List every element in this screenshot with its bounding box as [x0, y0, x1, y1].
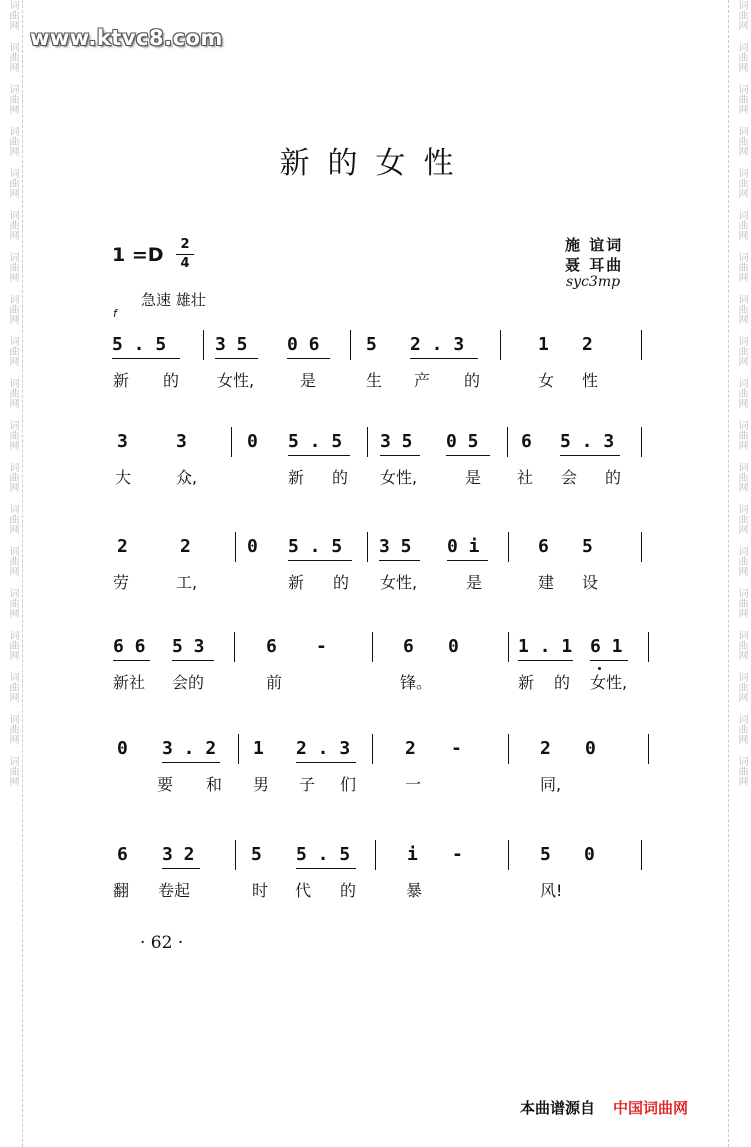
- note-group: 5 . 3: [560, 431, 615, 452]
- side-watermark-text: 词曲网: [736, 714, 747, 744]
- note-group: 5 . 5: [112, 334, 167, 355]
- note-group: 3 5: [380, 431, 413, 452]
- lyric-syllable: 女: [538, 371, 555, 390]
- lyric-syllable: 新社: [113, 673, 146, 692]
- bar-line: [372, 632, 373, 662]
- side-watermark-text: 词曲网: [736, 42, 747, 72]
- lyric-syllable: 时: [252, 881, 269, 900]
- bar-line: [648, 734, 649, 764]
- notes-row: [0, 732, 751, 772]
- bar-line: [648, 632, 649, 662]
- lyrics-row: [0, 878, 751, 908]
- source-credit: [520, 1097, 688, 1118]
- notes-row: [0, 630, 751, 670]
- note-group: 2: [582, 334, 593, 355]
- side-watermark-text: 词曲网: [736, 84, 747, 114]
- lyric-syllable: 会: [561, 468, 578, 487]
- note-group: 5: [251, 844, 262, 865]
- side-watermark-text: 词曲网: [7, 336, 18, 366]
- beam-underline: [288, 560, 352, 561]
- side-watermark-text: 词曲网: [736, 294, 747, 324]
- side-watermark-text: 词曲网: [7, 420, 18, 450]
- note-group: 5: [540, 844, 551, 865]
- beam-underline: [112, 358, 180, 359]
- lyric-syllable: 代: [295, 881, 312, 900]
- side-watermark-text: 词曲网: [736, 504, 747, 534]
- beam-underline: [410, 358, 478, 359]
- note-group: 5: [582, 536, 593, 557]
- note-group: 6: [117, 844, 128, 865]
- lyric-syllable: 子: [299, 775, 316, 794]
- lyric-syllable: 产: [414, 371, 431, 390]
- note-group: 6 6: [113, 636, 146, 657]
- side-watermark-text: 词曲网: [736, 0, 747, 30]
- side-watermark-text: 词曲网: [736, 336, 747, 366]
- note-group: 0: [448, 636, 459, 657]
- beam-underline: [590, 660, 628, 661]
- bar-line: [500, 330, 501, 360]
- lyric-syllable: 女性,: [590, 673, 628, 692]
- lyric-syllable: 社: [517, 468, 534, 487]
- note-group: 5 3: [172, 636, 205, 657]
- lyric-syllable: 的: [333, 573, 350, 592]
- bar-line: [238, 734, 239, 764]
- lyric-syllable: 新: [288, 468, 305, 487]
- lyrics-row: [0, 570, 751, 600]
- side-watermark-text: 词曲网: [736, 378, 747, 408]
- lyric-syllable: 是: [300, 371, 317, 390]
- beam-underline: [446, 455, 490, 456]
- side-watermark-text: 词曲网: [7, 126, 18, 156]
- note-group: 0 5: [446, 431, 479, 452]
- lyric-syllable: 们: [340, 775, 357, 794]
- beam-underline: [560, 455, 620, 456]
- note-group: i: [407, 844, 418, 865]
- dynamic-marking: f: [113, 307, 117, 320]
- handwritten-signature: syc3mp: [566, 274, 621, 290]
- lyric-syllable: 同,: [540, 775, 562, 794]
- lyric-syllable: 前: [266, 673, 283, 692]
- note-group: 2: [405, 738, 416, 759]
- lyric-syllable: 要: [157, 775, 174, 794]
- bar-line: [641, 427, 642, 457]
- note-group: 6: [266, 636, 277, 657]
- lyric-syllable: 暴: [406, 881, 423, 900]
- score-system: [0, 838, 751, 908]
- note-group: 5 . 5: [296, 844, 351, 865]
- beam-underline: [162, 868, 200, 869]
- side-watermark-text: 词曲网: [736, 462, 747, 492]
- lyric-syllable: 设: [582, 573, 599, 592]
- time-signature-bottom: 4: [180, 256, 190, 271]
- bar-line: [641, 330, 642, 360]
- key-signature: 1 =D: [112, 244, 164, 266]
- lyric-syllable: 建: [538, 573, 555, 592]
- score-system: [0, 732, 751, 802]
- bar-line: [367, 532, 368, 562]
- lyric-syllable: 新: [113, 371, 130, 390]
- lyric-syllable: 新: [288, 573, 305, 592]
- side-watermark-text: 词曲网: [7, 168, 18, 198]
- note-group: -: [452, 844, 463, 865]
- bar-line: [508, 632, 509, 662]
- time-signature: [176, 238, 194, 271]
- lyric-syllable: 风!: [540, 881, 563, 900]
- beam-underline: [296, 762, 356, 763]
- note-group: 5: [366, 334, 377, 355]
- side-watermark-text: 词曲网: [7, 294, 18, 324]
- note-group: 2 . 3: [410, 334, 465, 355]
- side-watermark-text: 词曲网: [7, 672, 18, 702]
- beam-underline: [518, 660, 573, 661]
- beam-underline: [287, 358, 330, 359]
- beam-underline: [380, 455, 420, 456]
- note-group: 6: [403, 636, 414, 657]
- beam-underline: [379, 560, 420, 561]
- beam-underline: [113, 660, 150, 661]
- bar-line: [235, 532, 236, 562]
- lyric-syllable: 大: [115, 468, 132, 487]
- side-watermark-text: 词曲网: [7, 714, 18, 744]
- lyric-syllable: 性: [582, 371, 599, 390]
- beam-underline: [215, 358, 258, 359]
- note-group: 0: [585, 738, 596, 759]
- bar-line: [235, 840, 236, 870]
- note-group: 1: [253, 738, 264, 759]
- note-group: 2: [180, 536, 191, 557]
- side-watermark-text: 词曲网: [736, 252, 747, 282]
- note-group: 1 . 1: [518, 636, 573, 657]
- note-group: 0: [584, 844, 595, 865]
- note-group: 5 . 5: [288, 431, 343, 452]
- note-group: 0 i: [447, 536, 480, 557]
- notes-row: [0, 425, 751, 465]
- beam-underline: [296, 868, 356, 869]
- note-group: 2: [117, 536, 128, 557]
- side-watermark-text: 词曲网: [736, 630, 747, 660]
- lyric-syllable: 女性,: [217, 371, 255, 390]
- lyrics-row: [0, 772, 751, 802]
- side-watermark-text: 词曲网: [736, 210, 747, 240]
- note-group: 6: [521, 431, 532, 452]
- side-watermark-text: 词曲网: [7, 462, 18, 492]
- bar-line: [641, 532, 642, 562]
- bar-line: [508, 840, 509, 870]
- lyrics-row: [0, 465, 751, 495]
- side-watermark-text: 词曲网: [7, 504, 18, 534]
- lyric-syllable: 锋。: [400, 673, 433, 692]
- score-system: [0, 425, 751, 495]
- tempo-marking: 急速 雄壮: [141, 291, 206, 309]
- bar-line: [203, 330, 204, 360]
- source-brand: 中国词曲网: [613, 1099, 689, 1117]
- beam-underline: [162, 762, 220, 763]
- lyric-syllable: 众,: [176, 468, 198, 487]
- note-group: 0: [247, 431, 258, 452]
- lyric-syllable: 的: [554, 673, 571, 692]
- time-signature-line: [176, 254, 194, 255]
- note-group: 3 . 2: [162, 738, 217, 759]
- score-system: [0, 630, 751, 700]
- lyrics-row: [0, 670, 751, 700]
- side-watermark-text: 词曲网: [7, 588, 18, 618]
- lyric-syllable: 劳: [113, 573, 130, 592]
- lyric-syllable: 工,: [176, 573, 198, 592]
- composer-credit: 聂 耳曲: [565, 256, 624, 274]
- lyric-syllable: 和: [206, 775, 223, 794]
- side-watermark-text: 词曲网: [736, 420, 747, 450]
- lyric-syllable: 的: [163, 371, 180, 390]
- side-watermark-text: 词曲网: [7, 756, 18, 786]
- bar-line: [375, 840, 376, 870]
- lyric-syllable: 的: [332, 468, 349, 487]
- note-group: 0 6: [287, 334, 320, 355]
- side-watermark-text: 词曲网: [7, 42, 18, 72]
- lyric-syllable: 一: [405, 775, 422, 794]
- side-watermark-text: 词曲网: [736, 546, 747, 576]
- side-watermark-text: 词曲网: [736, 756, 747, 786]
- note-group: 3 5: [215, 334, 248, 355]
- lyric-syllable: 的: [340, 881, 357, 900]
- bar-line: [508, 532, 509, 562]
- side-watermark-text: 词曲网: [7, 546, 18, 576]
- side-watermark-text: 词曲网: [7, 252, 18, 282]
- bar-line: [508, 734, 509, 764]
- bar-line: [641, 840, 642, 870]
- note-group: 2: [540, 738, 551, 759]
- bar-line: [231, 427, 232, 457]
- side-watermark-text: 词曲网: [736, 168, 747, 198]
- source-label: 本曲谱源自: [520, 1099, 596, 1117]
- note-group: 5 . 5: [288, 536, 343, 557]
- notes-row: [0, 328, 751, 368]
- note-group: 3 5: [379, 536, 412, 557]
- lyric-syllable: 生: [366, 371, 383, 390]
- score-system: [0, 530, 751, 600]
- bar-line: [507, 427, 508, 457]
- lyric-syllable: 是: [465, 468, 482, 487]
- note-group: 6 1: [590, 636, 623, 657]
- note-group: 3: [176, 431, 187, 452]
- note-group: 3 2: [162, 844, 195, 865]
- note-group: 0: [117, 738, 128, 759]
- beam-underline: [172, 660, 214, 661]
- side-watermark-text: 词曲网: [736, 126, 747, 156]
- note-group: -: [451, 738, 462, 759]
- note-group: 0: [247, 536, 258, 557]
- side-watermark-text: 词曲网: [7, 378, 18, 408]
- bar-line: [350, 330, 351, 360]
- side-watermark-text: 词曲网: [7, 0, 18, 30]
- beam-underline: [447, 560, 488, 561]
- lyricist-credit: 施 谊词: [565, 236, 624, 254]
- song-title: 新的女性: [279, 146, 472, 181]
- time-signature-top: 2: [180, 237, 190, 252]
- lyric-syllable: 男: [253, 775, 270, 794]
- page-number: · 62 ·: [140, 933, 184, 953]
- note-group: 1: [538, 334, 549, 355]
- lyric-syllable: 女性,: [380, 573, 418, 592]
- lyrics-row: [0, 368, 751, 398]
- lyric-syllable: 新: [518, 673, 535, 692]
- note-group: 3: [117, 431, 128, 452]
- side-watermark-text: 词曲网: [736, 672, 747, 702]
- note-group: 6: [538, 536, 549, 557]
- lyric-syllable: 会的: [172, 673, 205, 692]
- beam-underline: [288, 455, 350, 456]
- side-watermark-text: 词曲网: [7, 630, 18, 660]
- bar-line: [367, 427, 368, 457]
- site-watermark: www.ktvc8.com: [30, 26, 223, 50]
- score-system: [0, 328, 751, 398]
- lyric-syllable: 卷起: [158, 881, 191, 900]
- side-watermark-text: 词曲网: [7, 84, 18, 114]
- notes-row: [0, 838, 751, 878]
- lyric-syllable: 女性,: [380, 468, 418, 487]
- notes-row: [0, 530, 751, 570]
- bar-line: [234, 632, 235, 662]
- lyric-syllable: 的: [605, 468, 622, 487]
- side-watermark-text: 词曲网: [7, 210, 18, 240]
- note-group: -: [316, 636, 327, 657]
- lyric-syllable: 的: [464, 371, 481, 390]
- side-watermark-text: 词曲网: [736, 588, 747, 618]
- lyric-syllable: 是: [466, 573, 483, 592]
- note-group: 2 . 3: [296, 738, 351, 759]
- bar-line: [372, 734, 373, 764]
- lyric-syllable: 翻: [113, 881, 130, 900]
